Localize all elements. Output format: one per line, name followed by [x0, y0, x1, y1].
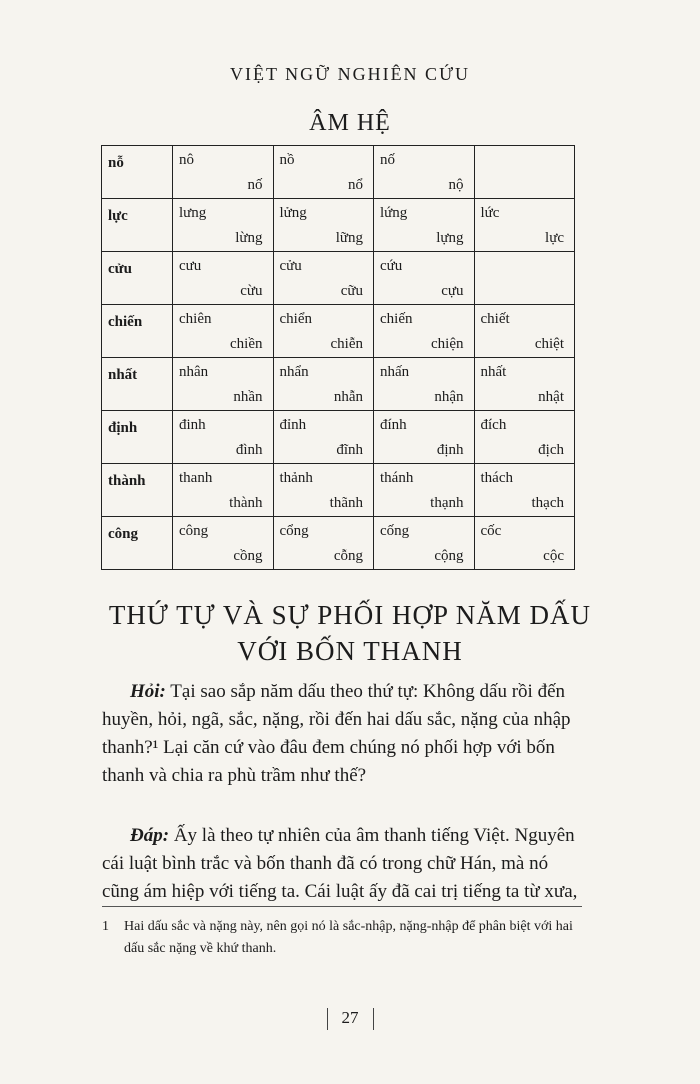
cell-upper-word: nhấn: [380, 364, 410, 380]
cell-upper-word: cửu: [279, 258, 302, 274]
page-number-bar-left: [327, 1008, 328, 1030]
cell-upper-word: đích: [480, 417, 507, 433]
cell-lower-word: chiễn: [330, 336, 363, 352]
table-cell: [273, 358, 374, 411]
cell-lower-word: lừng: [235, 230, 263, 246]
row-head-cell: [102, 517, 173, 570]
answer-text: Ấy là theo tự nhiên của âm thanh tiếng Việt. Nguyên cái luật bình trắc và bốn thanh đã có trong chữ Hán, mà nó cũng ám hiệp với tiếng ta. Cái luật ấy đã cai trị tiếng ta từ xưa,: [102, 825, 578, 902]
table-cell: [173, 305, 274, 358]
cell-upper-word: nhân: [179, 364, 209, 380]
table-cell: [173, 199, 274, 252]
table-cell: [173, 146, 274, 199]
table-row: [102, 199, 575, 252]
table-row: [102, 517, 575, 570]
table-cell: [273, 305, 374, 358]
cell-upper-word: nồ: [279, 152, 295, 168]
cell-upper-word: lứng: [380, 205, 408, 221]
cell-lower-word: nhần: [233, 389, 263, 405]
table-cell: [273, 464, 374, 517]
cell-upper-word: cứu: [380, 258, 403, 274]
table-cell: [374, 252, 475, 305]
cell-upper-word: nô: [179, 152, 194, 168]
table-cell: [273, 411, 374, 464]
table-cell: [273, 146, 374, 199]
table-title: ÂM HỆ: [309, 110, 391, 136]
cell-upper-word: thanh: [179, 470, 213, 486]
table-row: [102, 146, 575, 199]
page-number-bar-right: [373, 1008, 374, 1030]
row-head-word: thành: [108, 473, 146, 489]
tone-table: [101, 145, 575, 570]
cell-lower-word: cỗng: [333, 548, 363, 564]
table-cell: [474, 199, 575, 252]
row-head-word: lực: [108, 208, 128, 224]
cell-upper-word: chiết: [480, 311, 510, 327]
question-paragraph: [102, 678, 582, 790]
cell-upper-word: thánh: [380, 470, 414, 486]
row-head-cell: [102, 464, 173, 517]
table-cell: [374, 517, 475, 570]
cell-lower-word: lực: [545, 230, 564, 246]
table-cell: [474, 305, 575, 358]
cell-lower-word: cộng: [434, 548, 464, 564]
cell-lower-word: cữu: [340, 283, 363, 299]
row-head-cell: [102, 411, 173, 464]
cell-lower-word: nố: [247, 177, 263, 193]
cell-lower-word: cồng: [233, 548, 263, 564]
cell-upper-word: cốc: [480, 523, 502, 539]
table-row: [102, 358, 575, 411]
footnote-text: Hai dấu sắc và nặng này, nên gọi nó là sắc-nhập, nặng-nhập để phân biệt với hai dấu sắc nặng về khứ thanh.: [124, 919, 573, 956]
row-head-word: định: [108, 420, 138, 436]
answer-lead: Đáp:: [130, 825, 170, 846]
cell-lower-word: đĩnh: [336, 442, 363, 458]
question-lead: Hỏi:: [130, 681, 166, 702]
cell-upper-word: đỉnh: [279, 417, 307, 433]
cell-lower-word: định: [436, 442, 464, 458]
table-cell: [474, 464, 575, 517]
table-cell: [374, 305, 475, 358]
table-row: [102, 464, 575, 517]
table-cell: [173, 358, 274, 411]
row-head-word: nỗ: [108, 155, 124, 171]
cell-upper-word: nhất: [480, 364, 507, 380]
table-row: [102, 305, 575, 358]
table-cell: [474, 252, 575, 305]
table-cell: [374, 464, 475, 517]
table-cell: [374, 199, 475, 252]
cell-lower-word: đình: [235, 442, 263, 458]
cell-upper-word: nhẩn: [279, 364, 309, 380]
row-head-cell: [102, 146, 173, 199]
cell-lower-word: nhật: [538, 389, 564, 405]
row-head-word: nhất: [108, 367, 138, 383]
cell-upper-word: chiển: [279, 311, 312, 327]
row-head-word: chiến: [108, 314, 143, 330]
table-cell: [374, 146, 475, 199]
cell-lower-word: lựng: [436, 230, 464, 246]
cell-upper-word: công: [179, 523, 209, 539]
table-cell: [273, 252, 374, 305]
cell-upper-word: chiến: [380, 311, 413, 327]
cell-lower-word: chiền: [230, 336, 263, 352]
row-head-cell: [102, 252, 173, 305]
table-cell: [474, 146, 575, 199]
cell-lower-word: cựu: [441, 283, 464, 299]
cell-lower-word: thạnh: [430, 495, 464, 511]
cell-upper-word: lưng: [179, 205, 207, 221]
table-cell: [374, 411, 475, 464]
table-cell: [173, 464, 274, 517]
table-cell: [474, 358, 575, 411]
cell-lower-word: cừu: [240, 283, 263, 299]
row-head-cell: [102, 358, 173, 411]
cell-upper-word: nố: [380, 152, 395, 168]
cell-upper-word: cổng: [279, 523, 309, 539]
cell-lower-word: nộ: [448, 177, 464, 193]
section-title-line1: THỨ TỰ VÀ SỰ PHỐI HỢP NĂM DẤU: [108, 600, 592, 630]
table-cell: [273, 199, 374, 252]
cell-upper-word: cống: [380, 523, 410, 539]
table-cell: [173, 252, 274, 305]
footnote: [102, 916, 582, 960]
table-cell: [273, 517, 374, 570]
cell-lower-word: thạch: [531, 495, 564, 511]
table-cell: [474, 411, 575, 464]
cell-lower-word: chiệt: [534, 336, 564, 352]
answer-paragraph: [102, 822, 582, 906]
cell-upper-word: chiên: [179, 311, 212, 327]
cell-lower-word: cộc: [543, 548, 564, 564]
cell-lower-word: nhận: [434, 389, 464, 405]
row-head-cell: [102, 199, 173, 252]
cell-lower-word: chiện: [431, 336, 464, 352]
row-head-word: công: [108, 526, 138, 542]
cell-upper-word: cưu: [179, 258, 202, 274]
footnote-rule: [102, 906, 582, 907]
cell-lower-word: nổ: [348, 177, 363, 193]
cell-upper-word: lức: [480, 205, 500, 221]
page-number-block: [0, 1008, 700, 1030]
running-head: VIỆT NGỮ NGHIÊN CỨU: [229, 64, 471, 84]
table-row: [102, 411, 575, 464]
cell-upper-word: thảnh: [279, 470, 313, 486]
cell-lower-word: địch: [538, 442, 564, 458]
cell-lower-word: thãnh: [329, 495, 363, 511]
footnote-number: 1: [102, 919, 109, 934]
cell-upper-word: đính: [380, 417, 407, 433]
cell-lower-word: thành: [229, 495, 263, 511]
cell-lower-word: lững: [335, 230, 363, 246]
table-row: [102, 252, 575, 305]
page-number: 27: [341, 1008, 359, 1027]
cell-lower-word: nhẫn: [333, 389, 363, 405]
cell-upper-word: lửng: [279, 205, 307, 221]
table-cell: [474, 517, 575, 570]
table-cell: [173, 411, 274, 464]
cell-upper-word: thách: [480, 470, 513, 486]
section-title-line2: VỚI BỐN THANH: [237, 636, 463, 666]
question-text: Tại sao sắp năm dấu theo thứ tự: Không dấu rồi đến huyền, hỏi, ngã, sắc, nặng, rồi đến hai dấu sắc, nặng của nhập thanh?¹ Lại căn cứ vào đâu đem chúng nó phối hợp với bốn thanh và chia ra phù trầm như thế?: [102, 681, 571, 786]
row-head-word: cửu: [108, 261, 133, 277]
table-cell: [374, 358, 475, 411]
table-cell: [173, 517, 274, 570]
row-head-cell: [102, 305, 173, 358]
cell-upper-word: đinh: [179, 417, 206, 433]
